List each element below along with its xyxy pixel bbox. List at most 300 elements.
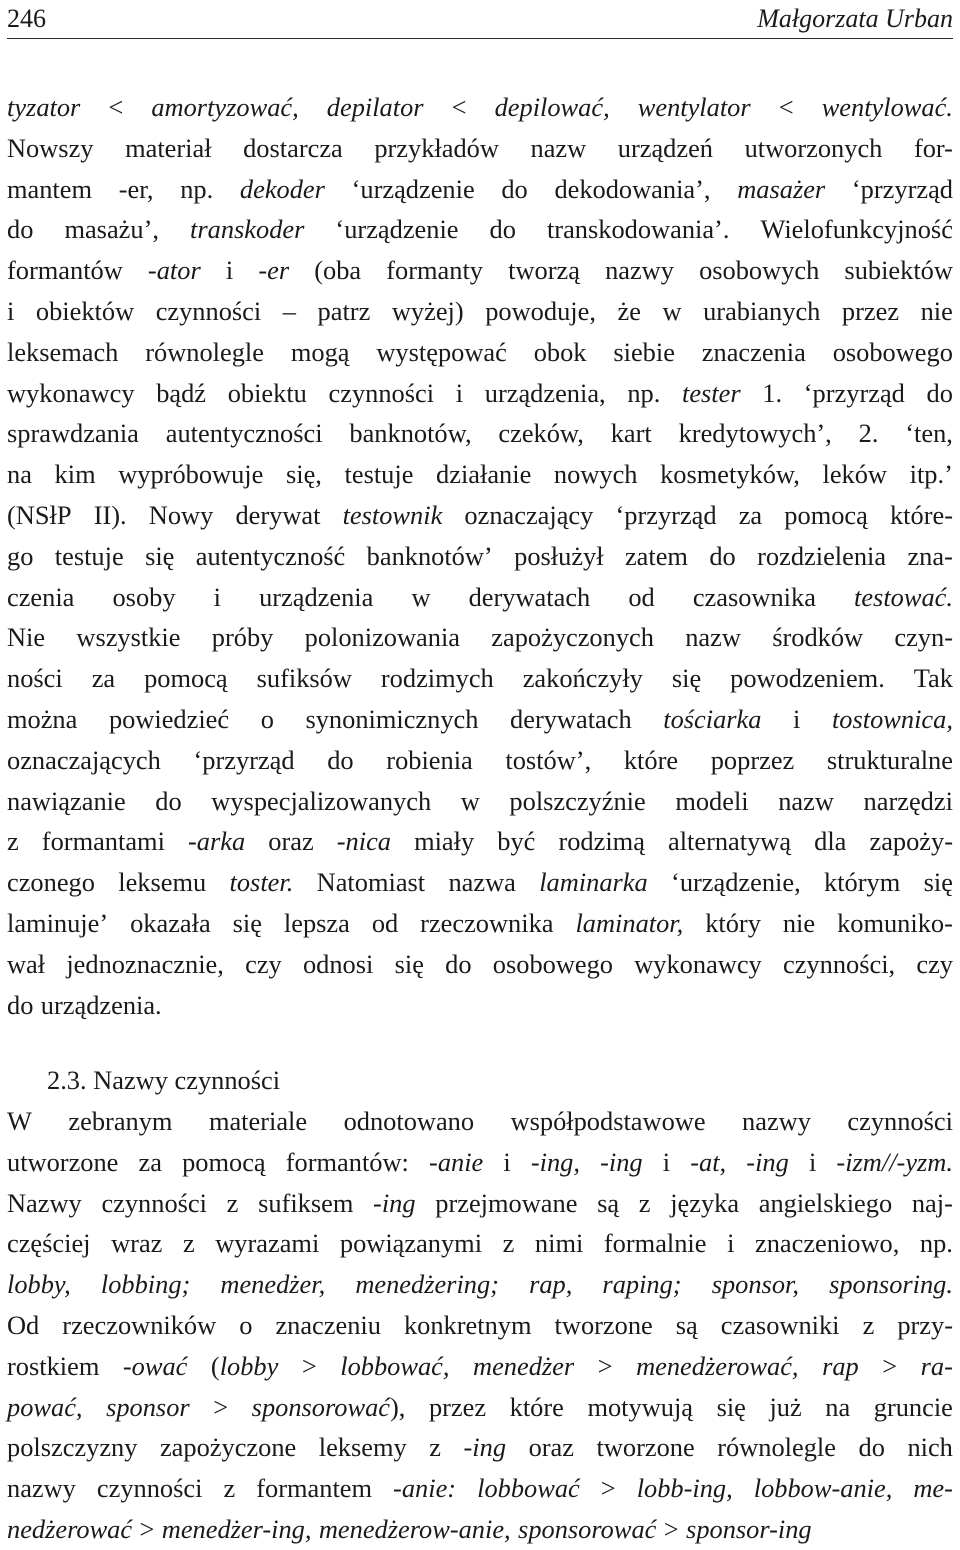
word-text: z: [223, 1473, 236, 1504]
word-text: nazwy: [605, 255, 674, 286]
word-text: robienia: [386, 744, 473, 775]
word-text: urządzenia.: [40, 989, 162, 1020]
italic-term: sponsoring.: [829, 1269, 953, 1300]
word-text: derywatach: [468, 581, 591, 612]
word: [639, 1183, 651, 1224]
word: [702, 332, 806, 373]
word: [730, 658, 885, 699]
word: [601, 1468, 616, 1509]
word: [275, 1305, 381, 1346]
word-text: utworzonych: [744, 132, 883, 163]
italic-term: lobb-ing,: [636, 1473, 733, 1504]
italic-term: testownik: [342, 499, 443, 530]
word: [42, 821, 165, 862]
word-text: do: [501, 173, 528, 204]
word: [490, 209, 516, 250]
word-text: np.: [627, 377, 661, 408]
word-text: kredytowych’,: [678, 418, 832, 449]
word: [393, 1468, 456, 1509]
italic-term: rap,: [529, 1269, 573, 1300]
text-line: [7, 1468, 953, 1509]
word: [373, 1183, 416, 1224]
word-text: >: [597, 1350, 613, 1381]
word-text: formantów:: [285, 1146, 409, 1177]
word-text: np.: [180, 173, 214, 204]
word-text: do: [489, 214, 516, 245]
italic-term: nica: [345, 826, 391, 857]
word: [664, 1509, 679, 1550]
word-text: polszczyzny: [7, 1432, 138, 1463]
italic-term: dekoder: [239, 173, 325, 204]
text-line: [7, 781, 953, 822]
word: [912, 1183, 953, 1224]
word: [414, 821, 474, 862]
word: [7, 862, 95, 903]
word: [62, 1305, 216, 1346]
word: [139, 1142, 162, 1183]
word: [703, 291, 820, 332]
word-text: formantów: [7, 255, 123, 286]
word: [381, 658, 494, 699]
word-text: do: [7, 989, 34, 1020]
word: [180, 169, 213, 210]
word-text: kart: [610, 418, 652, 449]
word-text: ‘urządzenie: [351, 173, 475, 204]
word: [859, 413, 879, 454]
word-text: się: [671, 663, 702, 694]
word-text: konkretnym: [403, 1309, 532, 1340]
word: [510, 1387, 564, 1428]
word-text: osobowych: [699, 255, 820, 286]
word: [746, 1142, 789, 1183]
word-text: do: [7, 214, 34, 245]
word-text: (oba: [314, 255, 362, 286]
word: [920, 1223, 953, 1264]
word-text: kosmetyków,: [660, 459, 800, 490]
italic-term: lobby: [219, 1350, 279, 1381]
word: [924, 862, 953, 903]
word-text: nazw: [530, 132, 587, 163]
word-text: języka: [670, 1187, 740, 1218]
word: [259, 577, 373, 618]
word-text: -: [690, 1146, 700, 1177]
word-text: okazała: [130, 907, 211, 938]
word-text: przykładów: [374, 132, 499, 163]
text-line: [7, 1101, 953, 1142]
word: [149, 495, 214, 536]
word-text: Nazwy: [7, 1187, 82, 1218]
word-text: leksemu: [118, 867, 207, 898]
word-text: powoduje,: [485, 295, 596, 326]
word-text: w: [662, 295, 682, 326]
word: [448, 862, 515, 903]
word: [374, 128, 499, 169]
word: [905, 413, 953, 454]
word: [318, 291, 371, 332]
word-text: osobowego: [492, 948, 613, 979]
word-text: urządzenia: [259, 581, 374, 612]
word-text: rzeczownika: [420, 907, 554, 938]
italic-term: masażer: [737, 173, 826, 204]
word: [392, 291, 464, 332]
word: [7, 250, 123, 291]
word: [495, 87, 610, 128]
word-text: się,: [285, 459, 322, 490]
word-text: które: [509, 1391, 564, 1422]
word: [618, 128, 713, 169]
word-text: >: [301, 1350, 317, 1381]
section-heading-text: 2.3. Nazwy czynności: [47, 1065, 281, 1095]
word: [166, 413, 323, 454]
word-text: i: [793, 703, 801, 734]
word: [836, 1142, 953, 1183]
word: [212, 617, 274, 658]
italic-term: ing: [472, 1432, 507, 1463]
word: [890, 495, 953, 536]
word: [859, 1427, 885, 1468]
word: [228, 373, 307, 414]
word-text: obok: [533, 336, 587, 367]
word-text: tworzone: [596, 1432, 695, 1463]
word: [55, 454, 96, 495]
word: [844, 250, 953, 291]
word: [411, 577, 430, 618]
word-text: do: [327, 744, 354, 775]
word: [675, 781, 748, 822]
word-text: -: [463, 1432, 473, 1463]
word: [240, 169, 325, 210]
word: [340, 1223, 482, 1264]
word-text: leków: [822, 459, 887, 490]
text-line: [7, 658, 953, 699]
word: [7, 577, 74, 618]
word: [921, 291, 953, 332]
word: [256, 1468, 372, 1509]
word-text: od: [371, 907, 399, 938]
word-text: Tak: [913, 663, 953, 694]
word-text: i: [808, 1146, 817, 1177]
word: [7, 1223, 91, 1264]
word-text: derywat: [235, 499, 321, 530]
word-text: czeków,: [498, 418, 584, 449]
word-text: naj-: [911, 1187, 953, 1218]
word: [213, 1387, 228, 1428]
word: [7, 821, 19, 862]
italic-term: lobbować: [477, 1473, 580, 1504]
word: [712, 1264, 799, 1305]
word: [7, 1346, 99, 1387]
word: [497, 821, 535, 862]
word-text: rostkiem: [7, 1350, 100, 1381]
word: [461, 781, 480, 822]
word-text: leksemy: [318, 1432, 407, 1463]
word-text: Wielofunkcyjność: [760, 214, 953, 245]
word: [927, 373, 953, 414]
word: [833, 332, 953, 373]
word: [148, 250, 201, 291]
word: [473, 1346, 574, 1387]
word: [7, 1509, 132, 1550]
italic-term: ing: [755, 1146, 789, 1177]
word-text: za: [91, 663, 116, 694]
word: [36, 291, 134, 332]
word: [188, 821, 245, 862]
word-text: się: [232, 907, 262, 938]
word: [340, 1346, 449, 1387]
word: [503, 1223, 515, 1264]
word: [7, 985, 33, 1026]
word: [832, 699, 953, 740]
word-text: 1.: [762, 377, 783, 408]
word: [825, 1387, 850, 1428]
word-text: -: [393, 1473, 402, 1504]
word: [745, 128, 883, 169]
word-text: oznaczający: [464, 499, 594, 530]
word: [429, 1427, 441, 1468]
word: [660, 454, 800, 495]
word-text: siebie: [613, 336, 675, 367]
word: [94, 495, 127, 536]
word: [245, 944, 282, 985]
word: [55, 536, 124, 577]
italic-term: arka: [196, 826, 246, 857]
word-text: wszystkie: [76, 622, 181, 653]
word-text: są: [675, 1309, 698, 1340]
word: [547, 209, 729, 250]
header-rule: [7, 38, 953, 39]
word: [335, 209, 458, 250]
word-text: za: [138, 1146, 162, 1177]
word-text: nich: [907, 1432, 953, 1463]
italic-term: tostownica,: [831, 703, 953, 734]
word: [663, 1142, 670, 1183]
word-text: do: [445, 948, 472, 979]
word: [429, 1387, 486, 1428]
word: [597, 1183, 619, 1224]
text-line: [7, 1142, 953, 1183]
word: [372, 903, 398, 944]
italic-term: sponsor: [106, 1391, 190, 1422]
word-text: który: [705, 907, 761, 938]
word: [7, 1468, 76, 1509]
word-text: dekodowania’,: [554, 173, 711, 204]
word-text: gruncie: [873, 1391, 953, 1422]
word-text: są: [597, 1187, 620, 1218]
word-text: tworzą: [508, 255, 580, 286]
word: [319, 1509, 511, 1550]
word: [491, 617, 654, 658]
text-line: [7, 87, 953, 128]
word: [555, 1305, 653, 1346]
italic-term: rap: [822, 1350, 859, 1381]
word-text: ‘przyrząd: [851, 173, 953, 204]
word: [511, 1101, 706, 1142]
italic-term: sponsor-ing: [686, 1513, 812, 1544]
word-text: <: [451, 92, 467, 122]
word-text: W: [7, 1106, 32, 1136]
word: [602, 1264, 681, 1305]
word: [784, 495, 868, 536]
word-text: testuje: [344, 459, 414, 490]
word-text: się: [716, 1391, 746, 1422]
word: [829, 1264, 953, 1305]
text-line: [7, 1387, 953, 1428]
word-text: 2.: [858, 418, 879, 449]
word-text: itp.’: [909, 459, 953, 490]
word-text: nazwy: [7, 1473, 76, 1504]
word: [344, 1101, 474, 1142]
word-text: -: [530, 1146, 540, 1177]
word: [882, 1346, 897, 1387]
word: [193, 740, 294, 781]
word: [827, 740, 953, 781]
word: [112, 577, 175, 618]
body-paragraph-2: [7, 1101, 953, 1550]
italic-term: testować.: [854, 581, 953, 612]
word-text: wał: [7, 948, 46, 979]
word: [156, 373, 206, 414]
word-text: formanty: [386, 255, 483, 286]
word-text: modeli: [675, 785, 749, 816]
word-text: i: [225, 255, 234, 286]
word-text: rozdzielenia: [757, 540, 887, 571]
word-text: z: [638, 1187, 651, 1218]
word: [7, 1387, 83, 1428]
word: [226, 250, 233, 291]
word-text: laminuje’: [7, 907, 109, 938]
word: [617, 291, 640, 332]
word: [754, 1468, 893, 1509]
word: [529, 1264, 572, 1305]
word: [355, 1264, 499, 1305]
word-text: >: [882, 1350, 898, 1381]
word: [7, 1305, 39, 1346]
word-text: autentyczności: [165, 418, 323, 449]
word-text: czenia: [7, 581, 75, 612]
word: [257, 658, 352, 699]
word: [636, 1346, 798, 1387]
word: [7, 699, 77, 740]
word: [852, 169, 953, 210]
italic-term: ator: [156, 255, 201, 286]
word-text: zapożyczonych: [491, 622, 654, 653]
word-text: banknotów’: [366, 540, 493, 571]
italic-term: menedżerow-anie,: [318, 1513, 511, 1544]
word: [894, 617, 953, 658]
text-line: [7, 169, 953, 210]
word: [638, 87, 751, 128]
word-text: leksemach: [7, 336, 119, 367]
word-text: >: [600, 1473, 616, 1504]
word: [627, 373, 660, 414]
word: [804, 373, 905, 414]
italic-term: izm//-yzm.: [845, 1146, 953, 1177]
word: [897, 1305, 953, 1346]
word-text: zapoży-: [869, 826, 953, 857]
word-text: derywatach: [510, 703, 632, 734]
word-text: -: [836, 1146, 846, 1177]
word-text: powiązanymi: [339, 1228, 483, 1259]
running-head: [7, 0, 953, 34]
word: [156, 291, 262, 332]
word-text: -: [188, 826, 197, 857]
word: [531, 1142, 580, 1183]
word-text: autentyczność: [195, 540, 346, 571]
word: [717, 1387, 746, 1428]
word-text: odnotowano: [343, 1106, 475, 1136]
italic-term: lobbować,: [340, 1350, 450, 1381]
word-text: do: [709, 540, 736, 571]
text-line: [7, 699, 953, 740]
word: [252, 1387, 406, 1428]
word-text: powodzeniem.: [730, 663, 885, 694]
word: [613, 332, 675, 373]
text-line: [7, 1305, 953, 1346]
word-text: w: [460, 785, 480, 816]
word: [7, 1183, 82, 1224]
word-text: >: [663, 1513, 679, 1544]
italic-term: sponsor,: [711, 1269, 799, 1300]
word: [420, 903, 553, 944]
word: [679, 413, 832, 454]
italic-term: toster.: [229, 867, 294, 898]
word: [477, 1468, 580, 1509]
italic-term: anie: [437, 1146, 484, 1177]
word-text: nie: [782, 907, 816, 938]
word: [145, 332, 264, 373]
word-text: strukturalne: [826, 744, 953, 775]
word-text: z: [502, 1228, 515, 1259]
word: [7, 454, 32, 495]
word: [258, 1183, 353, 1224]
word: [395, 944, 424, 985]
italic-term: nedżerować: [7, 1513, 133, 1544]
word: [668, 821, 791, 862]
word-text: znaczeniowo,: [754, 1228, 900, 1259]
word-text: nazw: [778, 785, 834, 816]
word: [7, 87, 80, 128]
word-text: Od: [7, 1309, 40, 1340]
word-text: wykonawcy: [7, 377, 135, 408]
word: [575, 903, 683, 944]
word: [233, 903, 262, 944]
word: [637, 1468, 733, 1509]
word-text: <: [108, 92, 124, 122]
word-text: które-: [889, 499, 953, 530]
word: [345, 454, 414, 495]
word-text: na: [825, 1391, 851, 1422]
word-text: Nowy: [148, 499, 214, 530]
word-text: dostarcza: [243, 132, 343, 163]
word: [101, 1183, 207, 1224]
word-text: obiektów: [35, 295, 135, 326]
italic-term: raping;: [602, 1269, 682, 1300]
word: [682, 373, 741, 414]
word-text: -: [746, 1146, 756, 1177]
word: [7, 332, 118, 373]
word: [505, 740, 591, 781]
word: [874, 1387, 953, 1428]
word: [367, 536, 493, 577]
word: [670, 1183, 739, 1224]
word: [535, 1223, 583, 1264]
word: [739, 495, 762, 536]
text-line: [7, 495, 953, 536]
word-text: sufiksów: [256, 663, 352, 694]
word-text: urządzenia,: [484, 377, 606, 408]
word: [162, 1509, 312, 1550]
word: [822, 1346, 859, 1387]
